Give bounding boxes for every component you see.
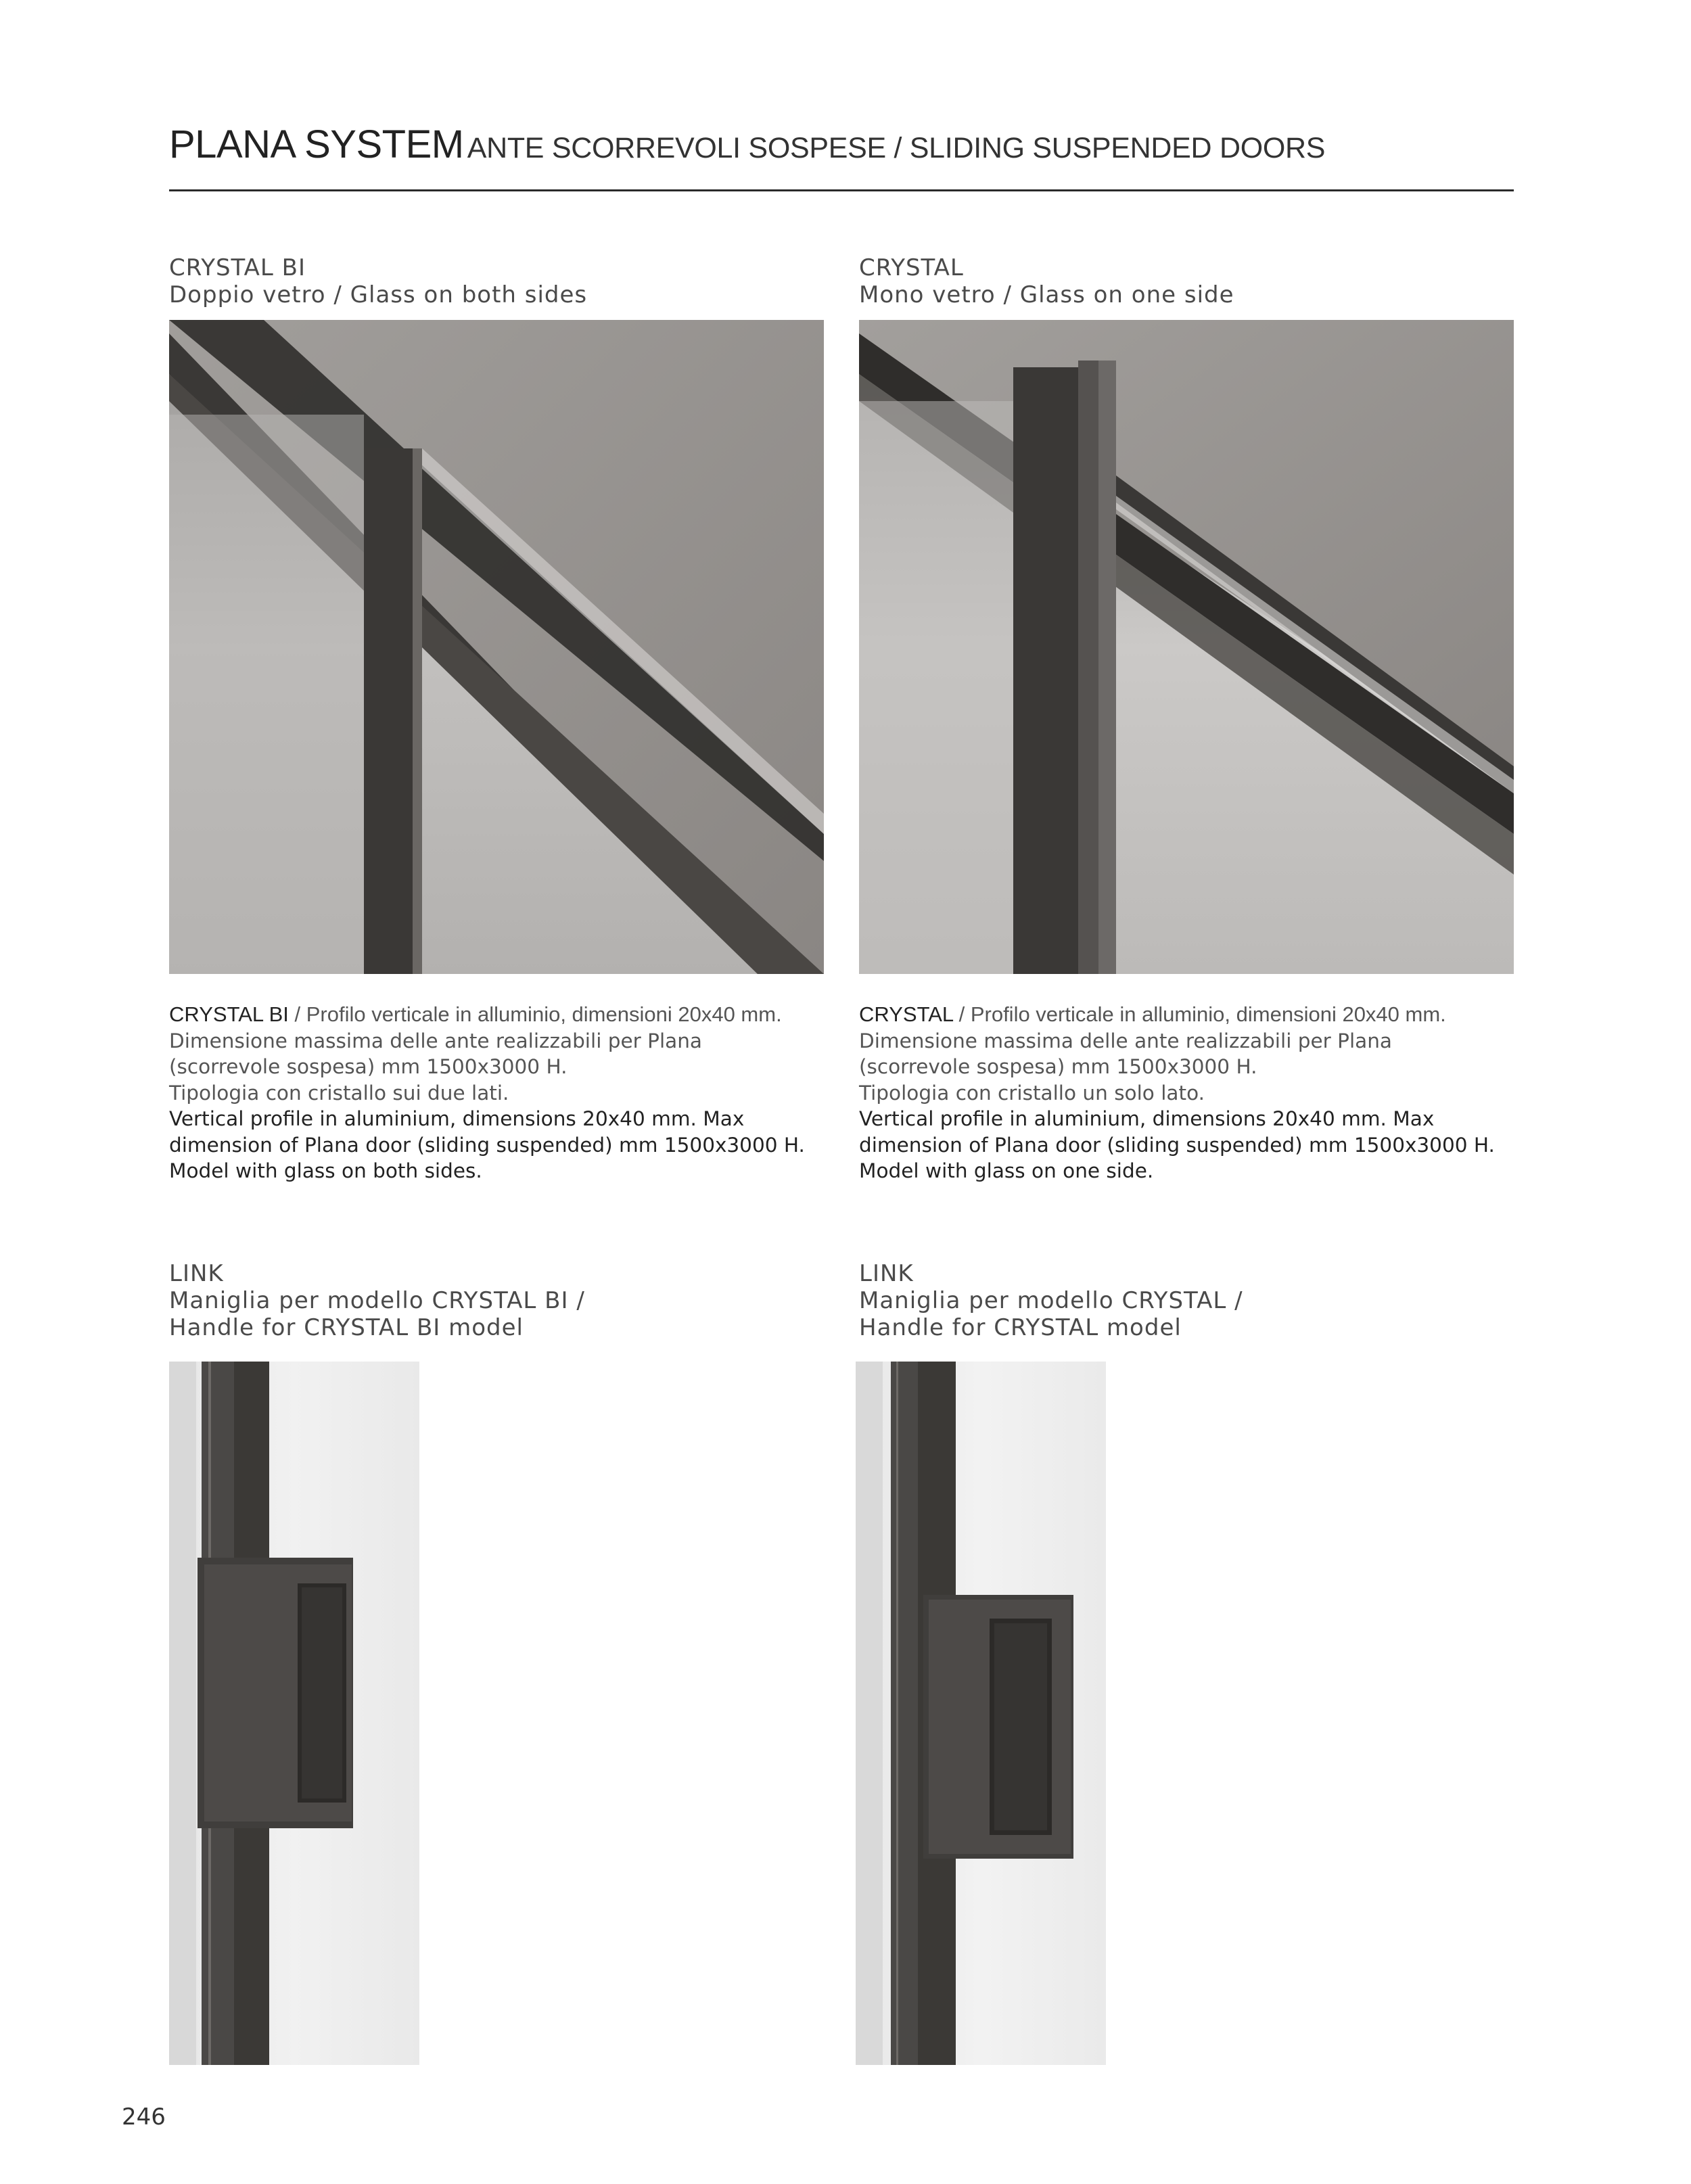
crystal-model: CRYSTAL <box>859 1002 953 1026</box>
crystal-caption: Mono vetro / Glass on one side <box>859 281 1234 308</box>
header-divider <box>169 189 1514 191</box>
link-bi-heading: LINK Maniglia per modello CRYSTAL BI / Handle for CRYSTAL BI model <box>169 1260 585 1341</box>
crystal-bi-photo <box>169 320 824 974</box>
link-name: LINK <box>859 1260 914 1287</box>
crystal-bi-heading <box>169 254 587 308</box>
crystal-bi-model: CRYSTAL BI <box>169 1002 289 1026</box>
crystal-heading <box>859 254 1234 308</box>
link-handle-photo <box>856 1362 1106 2065</box>
page-title: PLANA SYSTEM <box>169 122 464 166</box>
crystal-bi-description: CRYSTAL BI / Profilo verticale in alluminio, dimensioni 20x40 mm. Dimensione massima delle ante realizzabili per Plana (scorrevole sospesa) mm 1500x3000 H. Tipologia con cristallo sui due lati. Vertical profile in aluminium, dimensions 20x40 mm. Max dimension of Plana door (sliding suspended) mm 1500x3000 H. Model with glass on both sides. <box>169 1002 805 1182</box>
crystal-photo <box>859 320 1514 974</box>
crystal-name: CRYSTAL <box>859 254 964 281</box>
crystal-bi-caption: Doppio vetro / Glass on both sides <box>169 281 588 308</box>
crystal-bi-name: CRYSTAL BI <box>169 254 306 281</box>
link-bi-name: LINK <box>169 1260 224 1287</box>
page-subtitle: ANTE SCORREVOLI SOSPESE / SLIDING SUSPENDED DOORS <box>467 132 1326 164</box>
page-header <box>169 122 1522 167</box>
link-heading: LINK Maniglia per modello CRYSTAL / Handle for CRYSTAL model <box>859 1260 1243 1341</box>
page-number: 246 <box>122 2104 166 2131</box>
crystal-description: CRYSTAL / Profilo verticale in alluminio, dimensioni 20x40 mm. Dimensione massima delle ante realizzabili per Plana (scorrevole sospesa) mm 1500x3000 H. Tipologia con cristallo un solo lato. Vertical profile in aluminium, dimensions 20x40 mm. Max dimension of Plana door (sliding suspended) mm 1500x3000 H. Model with glass on one side. <box>859 1002 1495 1182</box>
link-bi-handle-photo <box>169 1362 419 2065</box>
